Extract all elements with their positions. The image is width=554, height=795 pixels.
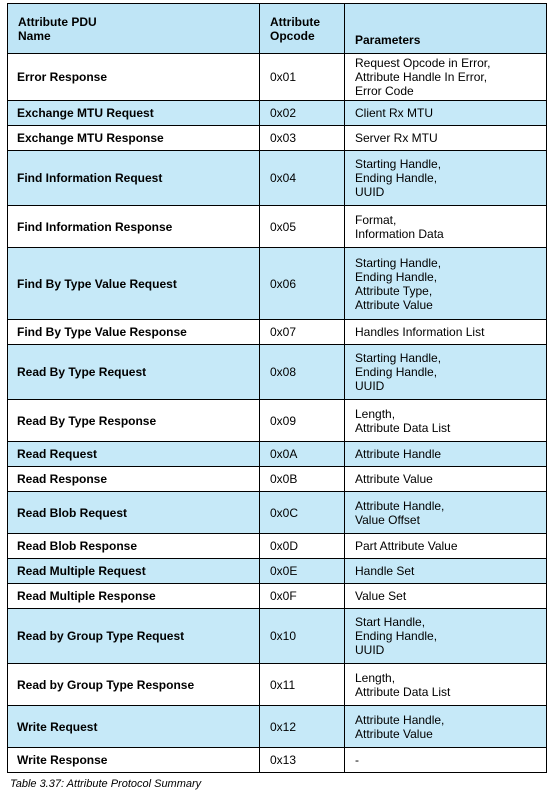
parameter-line: Length, (355, 406, 396, 421)
opcode-cell: 0x0E (260, 559, 345, 584)
table-row (8, 400, 547, 442)
parameters-cell (345, 248, 547, 320)
pdu-name-cell: Read by Group Type Response (8, 664, 260, 706)
opcode-cell: 0x12 (260, 706, 345, 748)
parameter-line: Attribute Data List (355, 684, 451, 699)
pdu-name-cell: Find Information Request (8, 151, 260, 206)
opcode-cell: 0x01 (260, 54, 345, 101)
table-row (8, 534, 547, 559)
parameter-line: Start Handle, (355, 615, 426, 629)
parameter-line: Information Data (355, 226, 444, 241)
pdu-name-cell: Exchange MTU Response (8, 126, 260, 151)
parameter-line: Attribute Handle, (355, 712, 445, 727)
opcode-cell: 0x03 (260, 126, 345, 151)
table-row (8, 101, 547, 126)
parameters-cell (345, 664, 547, 706)
parameter-line: Value Set (355, 589, 407, 603)
opcode-cell: 0x06 (260, 248, 345, 320)
pdu-name-cell: Find By Type Value Request (8, 248, 260, 320)
pdu-name-cell: Read Multiple Request (8, 559, 260, 584)
opcode-cell: 0x10 (260, 609, 345, 664)
parameter-line: Format, (355, 212, 397, 227)
parameter-line: Request Opcode in Error, (355, 56, 491, 70)
pdu-name-cell: Read Response (8, 467, 260, 492)
parameter-line: Value Offset (355, 512, 420, 527)
parameter-line: UUID (355, 379, 385, 393)
parameters-cell (345, 101, 547, 126)
pdu-name-cell: Exchange MTU Request (8, 101, 260, 126)
parameter-line: Ending Handle, (355, 629, 438, 643)
table-row (8, 345, 547, 400)
parameter-line: UUID (355, 643, 385, 657)
parameter-line: Starting Handle, (355, 255, 442, 270)
attribute-protocol-table (7, 3, 547, 773)
pdu-name-cell: Read Blob Response (8, 534, 260, 559)
parameter-line: Attribute Value (355, 472, 433, 486)
parameters-cell (345, 492, 547, 534)
table-row (8, 609, 547, 664)
parameter-line: Attribute Data List (355, 420, 451, 435)
parameter-line: Handle Set (355, 564, 415, 578)
header-opcode (260, 4, 345, 54)
parameter-line: Attribute Handle, (355, 498, 445, 513)
table-row (8, 54, 547, 101)
header-pdu-name-line-1: Attribute PDU (18, 14, 97, 29)
opcode-cell: 0x0B (260, 467, 345, 492)
parameter-line: - (355, 753, 359, 767)
parameters-cell (345, 609, 547, 664)
pdu-name-cell: Read Request (8, 442, 260, 467)
table-row (8, 559, 547, 584)
pdu-name-cell: Read by Group Type Request (8, 609, 260, 664)
parameters-cell (345, 467, 547, 492)
parameters-cell (345, 400, 547, 442)
opcode-cell: 0x0D (260, 534, 345, 559)
pdu-name-cell: Find Information Response (8, 206, 260, 248)
opcode-cell: 0x04 (260, 151, 345, 206)
parameter-line: Client Rx MTU (355, 106, 434, 120)
parameter-line: Attribute Type, (355, 283, 433, 298)
pdu-name-cell: Read Blob Request (8, 492, 260, 534)
opcode-cell: 0x09 (260, 400, 345, 442)
parameter-line: UUID (355, 185, 385, 199)
parameter-line: Length, (355, 670, 396, 685)
parameter-line: Error Code (355, 84, 414, 98)
table-row (8, 706, 547, 748)
header-parameters: Parameters (345, 4, 547, 54)
parameters-cell (345, 320, 547, 345)
parameter-line: Attribute Value (355, 297, 433, 312)
opcode-cell: 0x02 (260, 101, 345, 126)
table-row (8, 664, 547, 706)
parameter-line: Handles Information List (355, 325, 485, 339)
parameter-line: Part Attribute Value (355, 539, 458, 553)
table-row (8, 584, 547, 609)
table-row (8, 320, 547, 345)
table-row (8, 467, 547, 492)
table-header-row (8, 4, 547, 54)
parameters-cell (345, 559, 547, 584)
parameter-line: Ending Handle, (355, 171, 438, 185)
table-row (8, 748, 547, 773)
opcode-cell: 0x07 (260, 320, 345, 345)
parameter-line: Ending Handle, (355, 365, 438, 379)
attribute-protocol-table-container (7, 3, 546, 773)
opcode-cell: 0x08 (260, 345, 345, 400)
table-caption: Table 3.37: Attribute Protocol Summary (10, 778, 202, 790)
header-opcode-line-1: Attribute (270, 14, 320, 29)
table-row (8, 442, 547, 467)
opcode-cell: 0x0A (260, 442, 345, 467)
table-row (8, 248, 547, 320)
parameter-line: Starting Handle, (355, 351, 442, 365)
parameter-line: Attribute Handle (355, 447, 442, 461)
parameters-cell (345, 584, 547, 609)
opcode-cell: 0x13 (260, 748, 345, 773)
table-row (8, 492, 547, 534)
pdu-name-cell: Read By Type Response (8, 400, 260, 442)
pdu-name-cell: Read Multiple Response (8, 584, 260, 609)
parameters-cell (345, 706, 547, 748)
table-row (8, 126, 547, 151)
opcode-cell: 0x0F (260, 584, 345, 609)
parameters-cell (345, 151, 547, 206)
table-row (8, 151, 547, 206)
parameter-line: Starting Handle, (355, 157, 442, 171)
pdu-name-cell: Error Response (8, 54, 260, 101)
parameters-cell (345, 54, 547, 101)
table-row (8, 206, 547, 248)
pdu-name-cell: Find By Type Value Response (8, 320, 260, 345)
opcode-cell: 0x0C (260, 492, 345, 534)
parameters-cell (345, 126, 547, 151)
header-pdu-name (8, 4, 260, 54)
pdu-name-cell: Read By Type Request (8, 345, 260, 400)
parameters-cell (345, 206, 547, 248)
parameters-cell (345, 534, 547, 559)
pdu-name-cell: Write Response (8, 748, 260, 773)
header-opcode-line-2: Opcode (270, 28, 315, 43)
parameters-cell (345, 748, 547, 773)
parameter-line: Attribute Value (355, 726, 433, 741)
opcode-cell: 0x11 (260, 664, 345, 706)
parameter-line: Attribute Handle In Error, (355, 70, 488, 84)
parameter-line: Server Rx MTU (355, 131, 438, 145)
pdu-name-cell: Write Request (8, 706, 260, 748)
table-body (8, 54, 547, 773)
header-pdu-name-line-2: Name (18, 28, 51, 43)
parameters-cell (345, 442, 547, 467)
parameter-line: Ending Handle, (355, 269, 438, 284)
opcode-cell: 0x05 (260, 206, 345, 248)
parameters-cell (345, 345, 547, 400)
